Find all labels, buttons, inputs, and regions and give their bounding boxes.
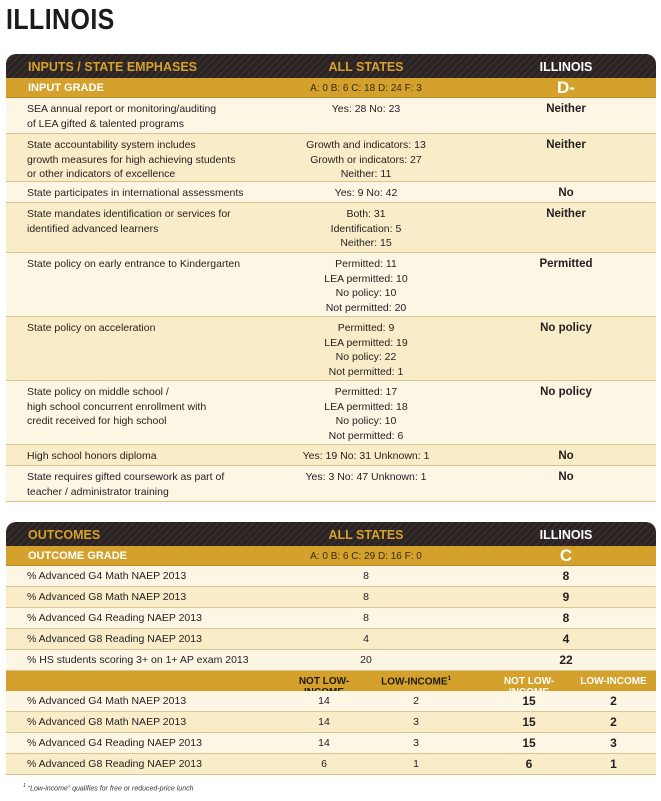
row-state-value: Neither	[546, 208, 586, 220]
row-label: % Advanced G4 Math NAEP 2013	[27, 695, 187, 707]
inputs-table	[6, 54, 656, 502]
state-header: ILLINOIS	[539, 60, 593, 74]
table-row	[6, 629, 656, 650]
footnote-marker: 1	[447, 676, 451, 682]
footnote-sup: 1	[23, 783, 26, 789]
footnote	[23, 783, 193, 792]
input-grade-distribution: A: 0 B: 6 C: 18 D: 24 F: 3	[310, 83, 422, 94]
table-row	[6, 608, 656, 629]
row-state-value: No	[558, 450, 574, 462]
all-low-value: 3	[413, 716, 419, 728]
outcome-grade-label: OUTCOME GRADE	[28, 550, 127, 562]
outcomes-table	[6, 522, 656, 775]
state-low-value: 3	[610, 736, 617, 750]
row-state-value: Neither	[546, 103, 586, 115]
row-label: % Advanced G4 Reading NAEP 2013	[27, 612, 202, 624]
row-label: State mandates identification or services for identified advanced learners	[27, 208, 231, 235]
table-row	[6, 712, 656, 733]
state-low-income-header: LOW-INCOME	[580, 676, 647, 687]
outcome-grade-value: C	[559, 546, 573, 565]
row-label: % Advanced G8 Math NAEP 2013	[27, 591, 187, 603]
all-states-header: ALL STATES	[328, 60, 404, 74]
row-label: % Advanced G8 Reading NAEP 2013	[27, 758, 202, 770]
row-all-states: Yes: 28 No: 23	[331, 103, 401, 115]
row-all-states: Permitted: 17 LEA permitted: 18 No policy: 10 Not permitted: 6	[324, 386, 408, 442]
row-label: State requires gifted coursework as part of teacher / administrator training	[27, 471, 225, 498]
row-label: State policy on middle school / high school concurrent enrollment with credit received for high school	[27, 386, 207, 427]
table-row	[6, 650, 656, 671]
row-all-states: 8	[363, 612, 369, 624]
state-low-value: 2	[610, 694, 617, 708]
row-all-states: Yes: 19 No: 31 Unknown: 1	[302, 450, 430, 462]
table-row	[6, 182, 656, 203]
row-label: State participates in international assessments	[27, 187, 244, 199]
row-state-value: Permitted	[539, 258, 593, 270]
input-grade-row	[6, 78, 656, 98]
table-row	[6, 445, 656, 466]
table-row	[6, 98, 656, 134]
row-state-value: Neither	[546, 139, 586, 151]
table-row	[6, 381, 656, 445]
page-title: ILLINOIS	[6, 4, 115, 36]
row-label: SEA annual report or monitoring/auditing of LEA gifted & talented programs	[27, 103, 217, 130]
row-state-value: 8	[562, 569, 570, 583]
state-not-low-value: 15	[522, 715, 536, 729]
row-all-states: Permitted: 11 LEA permitted: 10 No policy: 10 Not permitted: 20	[324, 258, 408, 314]
table-row	[6, 466, 656, 502]
table-row	[6, 317, 656, 381]
row-state-value: 4	[562, 632, 570, 646]
footnote-text: “Low-income” qualifies for free or reduced-price lunch	[27, 785, 194, 793]
table-row	[6, 253, 656, 317]
all-not-low-value: 14	[318, 737, 330, 749]
row-label: % Advanced G4 Reading NAEP 2013	[27, 737, 202, 749]
row-all-states: 8	[363, 570, 369, 582]
all-not-low-value: 6	[321, 758, 327, 770]
state-header: ILLINOIS	[539, 528, 593, 542]
row-all-states: Yes: 9 No: 42	[334, 187, 398, 199]
income-subheader	[6, 671, 656, 691]
input-grade-value: D-	[557, 78, 575, 97]
row-state-value: No	[558, 471, 574, 483]
all-low-income-header-text: LOW-INCOME	[381, 676, 448, 688]
row-all-states: 20	[360, 654, 372, 666]
table-row	[6, 691, 656, 712]
row-all-states: Yes: 3 No: 47 Unknown: 1	[305, 471, 427, 483]
all-not-low-value: 14	[318, 695, 330, 707]
row-state-value: 22	[559, 653, 573, 667]
row-state-value: 9	[562, 590, 570, 604]
state-low-value: 1	[610, 757, 617, 771]
row-label: State accountability system includes growth measures for high achieving students or other indicators of excellence	[27, 139, 236, 180]
inputs-header-label: INPUTS / STATE EMPHASES	[28, 60, 198, 74]
table-row	[6, 754, 656, 775]
row-label: % HS students scoring 3+ on 1+ AP exam 2013	[27, 654, 249, 666]
all-states-header: ALL STATES	[328, 528, 404, 542]
row-all-states: 4	[363, 633, 369, 645]
table-row	[6, 134, 656, 182]
table-row	[6, 566, 656, 587]
row-all-states: Growth and indicators: 13 Growth or indicators: 27 Neither: 11	[306, 139, 426, 180]
all-low-value: 3	[413, 737, 419, 749]
all-not-low-income-header: NOT LOW-	[298, 676, 350, 687]
all-not-low-value: 14	[318, 716, 330, 728]
row-label: High school honors diploma	[27, 450, 157, 462]
row-state-value: No policy	[540, 386, 592, 398]
row-state-value: No policy	[540, 322, 592, 334]
state-not-low-value: 15	[522, 694, 536, 708]
outcomes-header-label: OUTCOMES	[28, 528, 101, 542]
all-low-income-header	[371, 676, 461, 687]
row-all-states: Both: 31 Identification: 5 Neither: 15	[330, 208, 402, 249]
all-low-value: 2	[413, 695, 419, 707]
state-not-low-value: 6	[525, 757, 533, 771]
table-row	[6, 733, 656, 754]
row-all-states: 8	[363, 591, 369, 603]
inputs-header	[6, 54, 656, 78]
row-state-value: 8	[562, 611, 570, 625]
state-not-low-income-header: NOT LOW-	[503, 676, 555, 687]
table-row	[6, 203, 656, 253]
table-row	[6, 587, 656, 608]
row-label: % Advanced G8 Math NAEP 2013	[27, 716, 187, 728]
row-label: State policy on early entrance to Kindergarten	[27, 258, 241, 270]
outcome-grade-row	[6, 546, 656, 566]
input-grade-label: INPUT GRADE	[28, 82, 104, 94]
row-label: State policy on acceleration	[27, 322, 156, 334]
row-state-value: No	[558, 187, 574, 199]
row-all-states: Permitted: 9 LEA permitted: 19 No policy: 22 Not permitted: 1	[324, 322, 408, 378]
outcome-grade-distribution: A: 0 B: 6 C: 29 D: 16 F: 0	[310, 551, 422, 562]
all-low-value: 1	[413, 758, 419, 770]
row-label: % Advanced G8 Reading NAEP 2013	[27, 633, 202, 645]
state-not-low-value: 15	[522, 736, 536, 750]
state-low-value: 2	[610, 715, 617, 729]
row-label: % Advanced G4 Math NAEP 2013	[27, 570, 187, 582]
outcomes-header	[6, 522, 656, 546]
